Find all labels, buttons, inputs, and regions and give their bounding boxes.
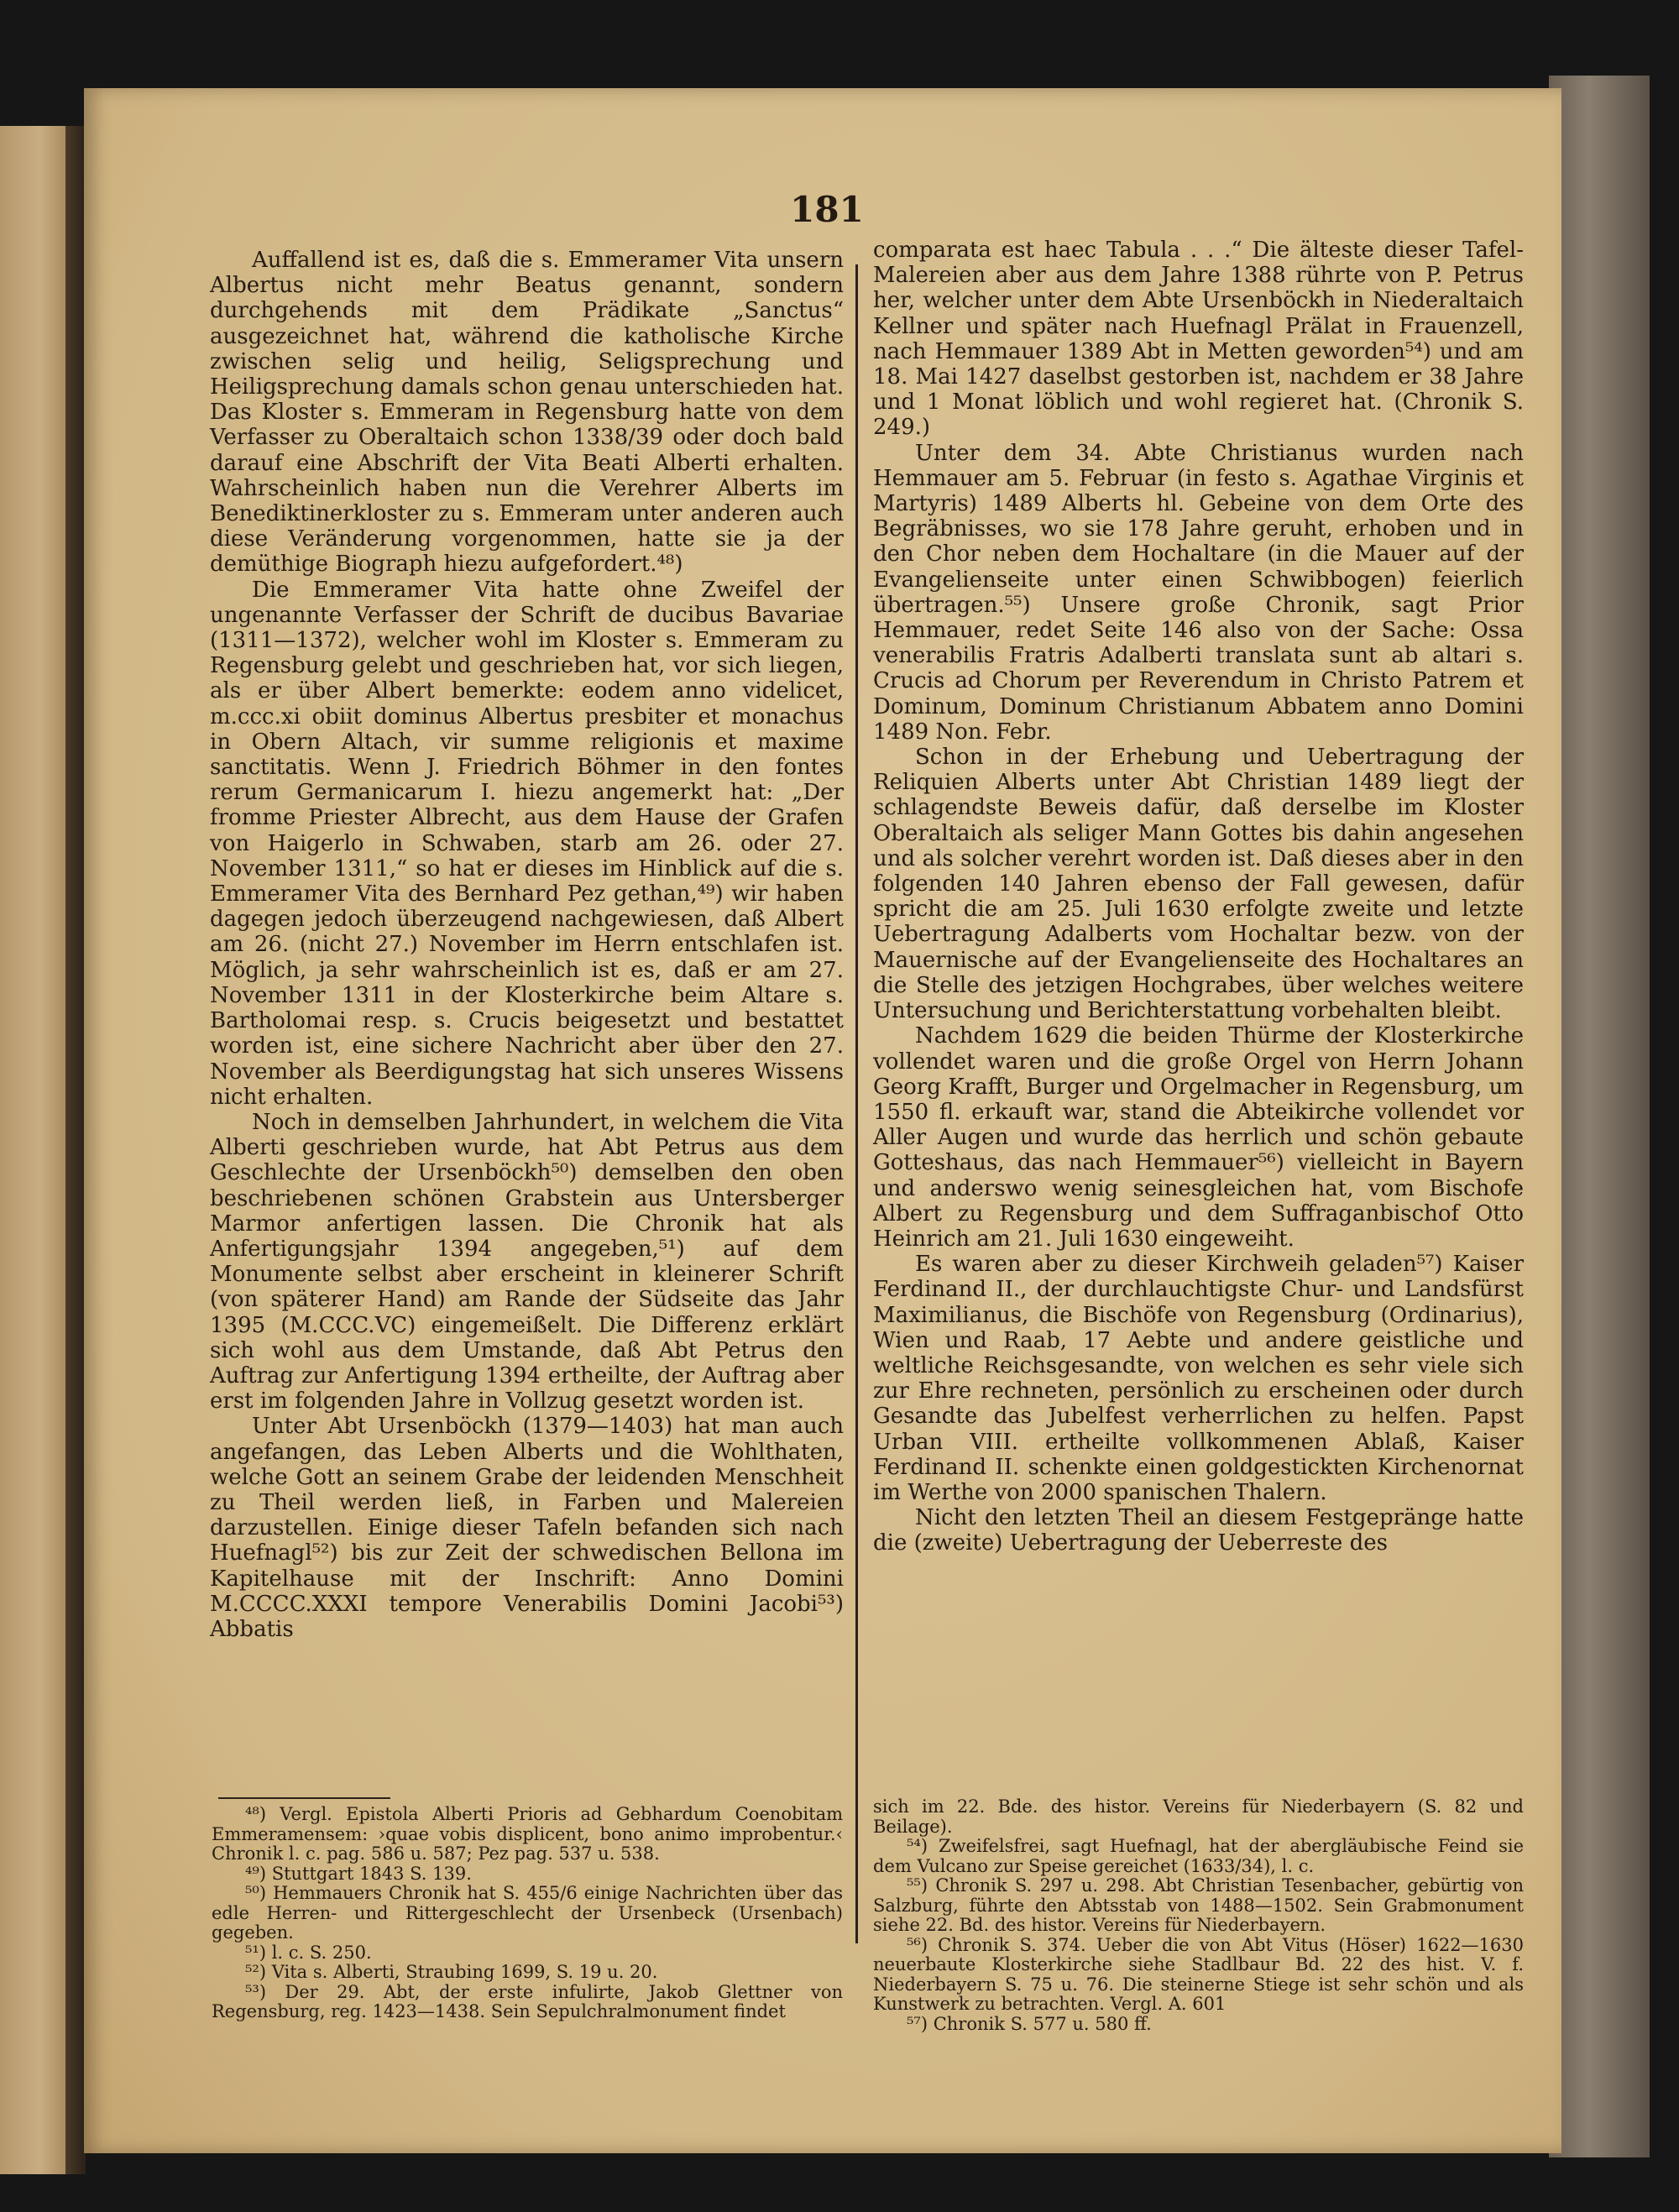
footnote: ⁵¹) l. c. S. 250. [245,1942,372,1963]
paragraph: comparata est haec Tabula . . .“ Die älteste dieser Tafel-Malereien aber aus dem Jahre 1388 rührte von P. Petrus her, welcher unter dem Abte Ursenböckh in Niederaltaich Kellner und später nach Huefnagl Prälat in Frauenzell, nach Hemmauer 1389 Abt in Metten geworden⁵⁴) und am 18. Mai 1427 daselbst gestorben ist, nachdem er 38 Jahre und 1 Monat löblich und wohl regieret hat. (Chronik S. 249.) [873,238,1524,441]
column-divider [855,264,858,1943]
paragraph: Die Emmeramer Vita hatte ohne Zweifel der ungenannte Verfasser der Schrift de ducibus Bavariae (1311—1372), welcher wohl im Kloster s. Emmeram zu Regensburg gelebt und geschrieben hat, vor sich liegen, als er über Albert bemerkte: eodem anno videlicet, m.ccc.xi obiit dominus Albertus presbiter et monachus in Obern Altach, vir summe religionis et maxime sanctitatis. Wenn J. Friedrich Böhmer in den fontes rerum Germanicarum I. hiezu angemerkt hat: „Der fromme Priester Albrecht, aus dem Hause der Grafen von Haigerlo in Schwaben, starb am 26. oder 27. November 1311,“ so hat er dieses im Hinblick auf die s. Emmeramer Vita des Bernhard Pez gethan,⁴⁹) wir haben dagegen jedoch überzeugend nachgewiesen, daß Albert am 26. (nicht 27.) November im Herrn entschlafen ist. Möglich, ja sehr wahrscheinlich ist es, daß er am 27. November 1311 in der Klosterkirche beim Altare s. Bartholomai resp. s. Crucis beigesetzt und bestattet worden ist, eine sichere Nachricht aber über den 27. November als Beerdigungstag hat sich unseres Wissens nicht erhalten. [210,577,844,1110]
footnote: ⁵²) Vita s. Alberti, Straubing 1699, S. 19 u. 20. [245,1962,658,1982]
footnote: ⁵⁵) Chronik S. 297 u. 298. Abt Christian Tesenbacher, gebürtig von Salzburg, führte den Abtsstab von 1488—1502. Sein Grabmonument siehe 22. Bd. des histor. Vereins für Niederbayern. [873,1875,1524,1935]
paragraph: Unter Abt Ursenböckh (1379—1403) hat man auch angefangen, das Leben Alberts und die Wohlthaten, welche Gott an seinem Grabe der leidenden Menschheit zu Theil werden ließ, in Farben und Malereien darzustellen. Einige dieser Tafeln befanden sich nach Huefnagl⁵²) bis zur Zeit der schwedischen Bellona im Kapitelhause mit der Inschrift: Anno Domini M.CCCC.XXXI tempore Venerabilis Domini Jacobi⁵³) Abbatis [210,1414,844,1642]
footnote: ⁴⁹) Stuttgart 1843 S. 139. [245,1863,472,1884]
paragraph: Auffallend ist es, daß die s. Emmeramer Vita unsern Albertus nicht mehr Beatus genannt, sondern durchgehends mit dem Prädikate „Sanctus“ ausgezeichnet hat, während die katholische Kirche zwischen selig und heilig, Seligsprechung und Heiligsprechung damals schon genau unterschieden hat. Das Kloster s. Emmeram in Regensburg hatte von dem Verfasser zu Oberaltaich schon 1338/39 oder doch bald darauf eine Abschrift der Vita Beati Alberti erhalten. Wahrscheinlich haben nun die Verehrer Alberts im Benediktinerkloster zu s. Emmeram unter anderen auch diese Veränderung vorgenommen, hatte sie ja der demüthige Biograph hiezu aufgefordert.⁴⁸) [210,248,844,578]
footnote-rule [218,1797,390,1799]
paragraph: Unter dem 34. Abte Christianus wurden nach Hemmauer am 5. Februar (in festo s. Agathae Virginis et Martyris) 1489 Alberts hl. Gebeine von dem Orte des Begräbnisses, wo sie 178 Jahre geruht, erhoben und in den Chor neben dem Hochaltare (in die Mauer auf der Evangelienseite unter einen Schwibbogen) feierlich übertragen.⁵⁵) Unsere große Chronik, sagt Prior Hemmauer, redet Seite 146 also von der Sache: Ossa venerabilis Fratris Adalberti translata sunt ab altari s. Crucis ad Chorum per Reverendum in Christo Patrem et Dominum, Dominum Christianum Abbatem anno Domini 1489 Non. Febr. [873,440,1524,745]
left-text-column [210,248,844,1642]
footnote: sich im 22. Bde. des histor. Vereins für Niederbayern (S. 82 und Beilage). [873,1796,1524,1837]
book-gutter [65,126,86,2174]
footnote: ⁵⁶) Chronik S. 374. Ueber die von Abt Vitus (Höser) 1622—1630 neuerbaute Klosterkirche siehe Stadlbaur Bd. 22 des hist. V. f. Niederbayern S. 75 u. 76. Die steinerne Stiege ist sehr schön und als Kunstwerk zu betrachten. Vergl. A. 601 [873,1934,1524,2014]
paragraph: Nicht den letzten Theil an diesem Festgepränge hatte die (zweite) Uebertragung der Ueberreste des [873,1505,1524,1556]
footnote: ⁴⁸) Vergl. Epistola Alberti Prioris ad Gebhardum Coenobitam Emmeramensem: ›quae vobis displicent, bono animo improbentur.‹ Chronik l. c. pag. 586 u. 587; Pez pag. 537 u. 538. [212,1804,843,1864]
paragraph: Nachdem 1629 die beiden Thürme der Klosterkirche vollendet waren und die große Orgel von Herrn Johann Georg Krafft, Burger und Orgelmacher in Regensburg, um 1550 fl. erkauft war, stand die Abteikirche vollendet vor Aller Augen und wurde das herrlich und schön gebaute Gotteshaus, das nach Hemmauer⁵⁶) vielleicht in Bayern und anderswo wenig seinesgleichen hat, vom Bischofe Albert zu Regensburg und dem Suffraganbischof Otto Heinrich am 21. Juli 1630 eingeweiht. [873,1023,1524,1252]
footnote: ⁵⁴) Zweifelsfrei, sagt Huefnagl, hat der abergläubische Feind sie dem Vulcano zur Speise gereichet (1633/34), l. c. [873,1836,1524,1876]
right-footnotes [873,1797,1524,2034]
book-cover-board [1549,76,1650,2157]
book-page [84,88,1561,2153]
right-text-column [873,238,1524,1556]
footnote: ⁵⁷) Chronik S. 577 u. 580 ff. [907,2013,1152,2034]
footnote: ⁵³) Der 29. Abt, der erste infulirte, Jakob Glettner von Regensburg, reg. 1423—1438. Sein Sepulchralmonument findet [212,1981,843,2021]
footnote: ⁵⁰) Hemmauers Chronik hat S. 455/6 einige Nachrichten über das edle Herren- und Rittergeschlecht der Ursenbeck (Ursenbach) gegeben. [212,1883,843,1943]
paragraph: Es waren aber zu dieser Kirchweih geladen⁵⁷) Kaiser Ferdinand II., der durchlauchtigste Chur- und Landsfürst Maximilianus, die Bischöfe von Regensburg (Ordinarius), Wien und Raab, 17 Aebte und andere geistliche und weltliche Reichsgesandte, von welchen es sehr viele sich zur Ehre rechneten, persönlich zu erscheinen oder durch Gesandte das Jubelfest verherrlichen zu helfen. Papst Urban VIII. ertheilte vollkommenen Ablaß, Kaiser Ferdinand II. schenkte einen goldgestickten Kirchenornat im Werthe von 2000 spanischen Thalern. [873,1252,1524,1505]
left-page-edge [0,126,69,2174]
page-number: 181 [790,189,864,230]
paragraph: Noch in demselben Jahrhundert, in welchem die Vita Alberti geschrieben wurde, hat Abt Petrus aus dem Geschlechte der Ursenböckh⁵⁰) demselben den oben beschriebenen schönen Grabstein aus Untersberger Marmor anfertigen lassen. Die Chronik hat als Anfertigungsjahr 1394 angegeben,⁵¹) auf dem Monumente selbst aber erscheint in kleinerer Schrift (von späterer Hand) am Rande der Südseite das Jahr 1395 (M.CCC.VC) eingemeißelt. Die Differenz erklärt sich wohl aus dem Umstande, daß Abt Petrus den Auftrag zur Anfertigung 1394 ertheilte, der Auftrag aber erst im folgenden Jahre in Vollzug gesetzt worden ist. [210,1109,844,1415]
left-footnotes [212,1805,843,2022]
paragraph: Schon in der Erhebung und Uebertragung der Reliquien Alberts unter Abt Christian 1489 liegt der schlagendste Beweis dafür, daß derselbe im Kloster Oberaltaich als seliger Mann Gottes bis dahin angesehen und als solcher verehrt worden ist. Daß dieses aber in den folgenden 140 Jahren ebenso der Fall gewesen, dafür spricht die am 25. Juli 1630 erfolgte zweite und letzte Uebertragung Adalberts vom Hochaltar bezw. von der Mauernische auf der Evangelienseite des Hochaltares an die Stelle des jetzigen Hochgrabes, über welches weitere Untersuchung und Berichterstattung vorbehalten bleibt. [873,745,1524,1024]
